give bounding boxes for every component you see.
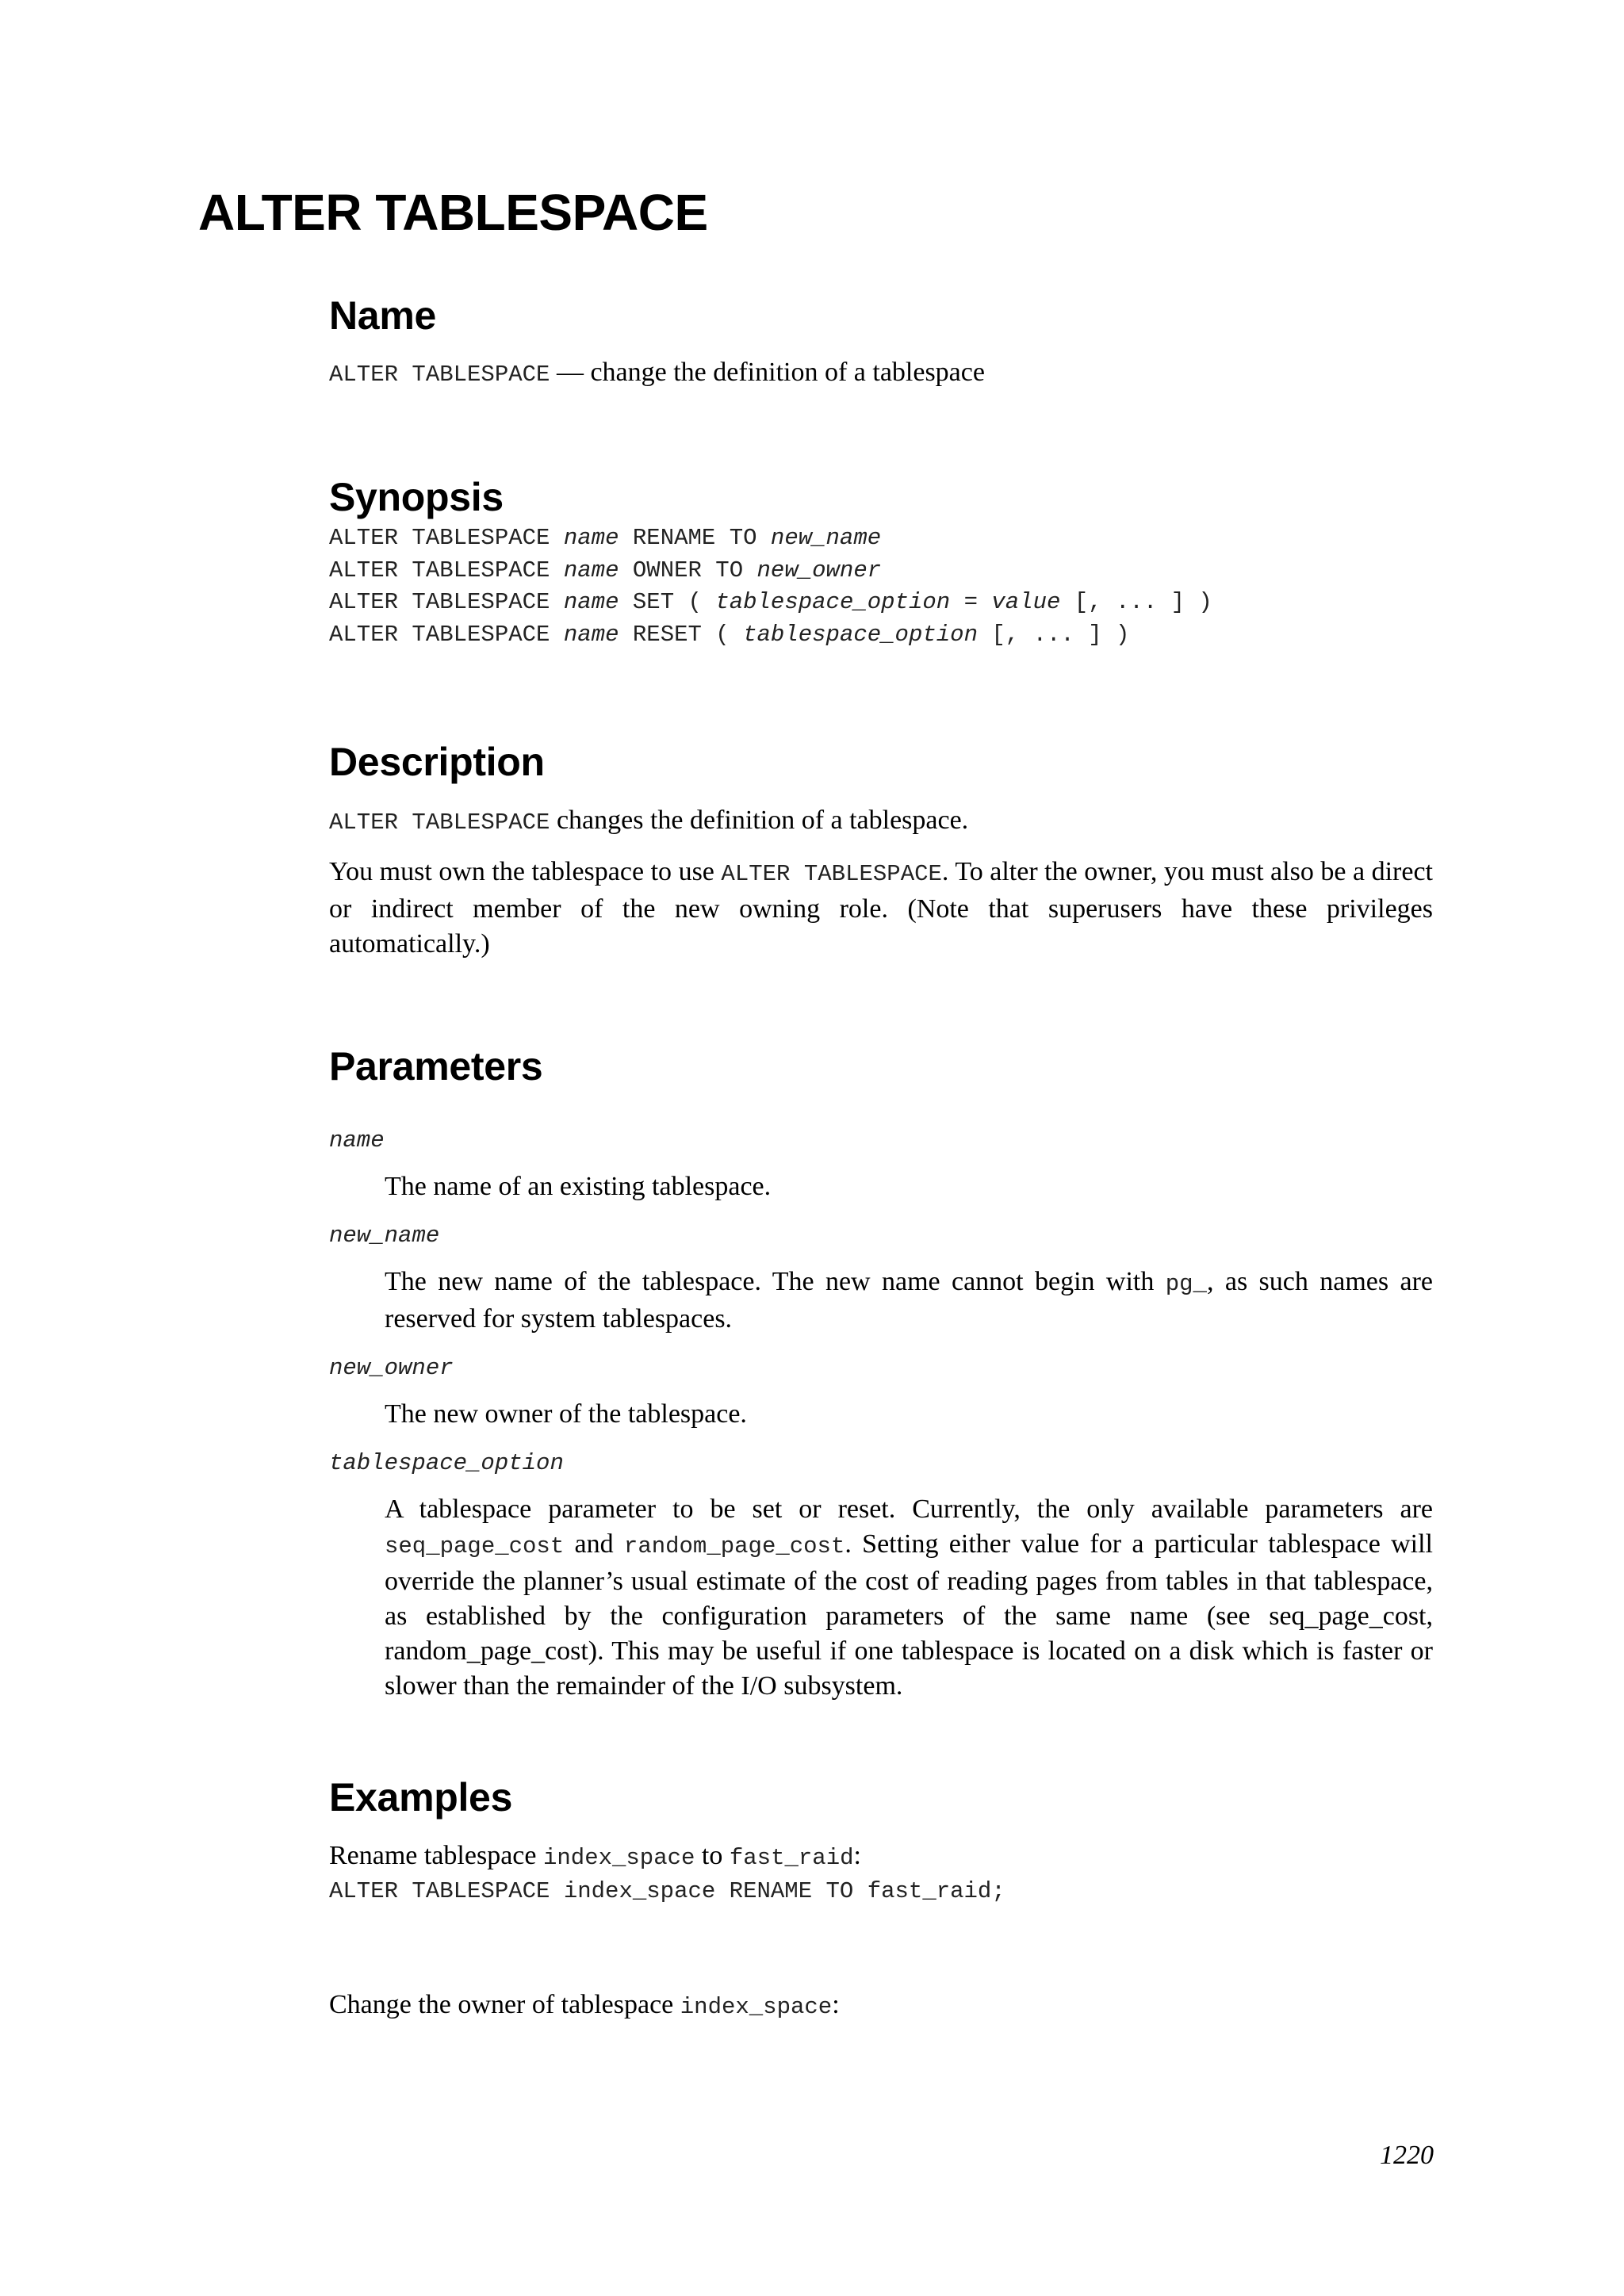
example-text: :: [853, 1841, 861, 1870]
parameter-description: [385, 1492, 1433, 1704]
synopsis-placeholder: name: [563, 557, 619, 584]
description-heading: Description: [329, 740, 545, 784]
synopsis-placeholder: tablespace_option: [743, 621, 978, 648]
example-text: :: [832, 1989, 840, 2019]
example-code: index_space: [680, 1993, 833, 2020]
description-code: ALTER TABLESPACE: [721, 861, 942, 887]
description-paragraph-2: [329, 855, 1433, 962]
parameter-code: pg_: [1165, 1271, 1207, 1297]
synopsis-keyword: ALTER TABLESPACE: [329, 557, 564, 584]
parameters-heading: Parameters: [329, 1044, 543, 1089]
synopsis-placeholder: name: [563, 589, 619, 615]
example-1-command: ALTER TABLESPACE index_space RENAME TO fast_raid;: [329, 1878, 1005, 1904]
synopsis-keyword: [, ... ] ): [977, 621, 1130, 648]
parameter-term: new_owner: [329, 1355, 454, 1381]
synopsis-keyword: OWNER TO: [619, 557, 757, 584]
description-paragraph-1: [329, 803, 1433, 840]
description-code: ALTER TABLESPACE: [329, 809, 550, 836]
synopsis-placeholder: new_owner: [756, 557, 882, 584]
parameter-text: and: [564, 1529, 624, 1559]
parameter-description: [385, 1265, 1433, 1337]
description-text: changes the definition of a tablespace.: [550, 806, 969, 835]
synopsis-placeholder: tablespace_option: [715, 589, 951, 615]
example-code: fast_raid: [729, 1845, 854, 1871]
synopsis-placeholder: value: [991, 589, 1061, 615]
description-text: You must own the tablespace to use: [329, 857, 722, 886]
parameter-term: new_name: [329, 1223, 440, 1249]
parameter-term: name: [329, 1127, 385, 1154]
parameter-text: The new name of the tablespace. The new name cannot begin with: [385, 1267, 1166, 1296]
synopsis-placeholder: name: [563, 621, 619, 648]
parameter-term: tablespace_option: [329, 1450, 564, 1476]
example-text: Rename tablespace: [329, 1841, 543, 1870]
synopsis-keyword: SET (: [619, 589, 716, 615]
parameter-text: The new owner of the tablespace.: [385, 1399, 747, 1429]
parameter-text: , as such names are reserved for system tablespaces.: [385, 1267, 1433, 1334]
page-number: 1220: [1380, 2141, 1434, 2170]
synopsis-keyword: =: [950, 589, 992, 615]
synopsis-placeholder: new_name: [770, 525, 882, 551]
synopsis-keyword: ALTER TABLESPACE: [329, 621, 564, 648]
parameter-code: seq_page_cost: [385, 1533, 565, 1559]
description-text: . To alter the owner, you must also be a direct or indirect member of the new owning role. (Note that superusers have these privileges automatically.): [329, 857, 1433, 959]
parameter-text: The name of an existing tablespace.: [385, 1172, 772, 1201]
synopsis-heading: Synopsis: [329, 475, 504, 519]
parameters-list: [329, 1123, 1433, 1704]
parameter-description: [385, 1169, 1433, 1204]
examples-heading: Examples: [329, 1775, 513, 1820]
example-1-text: [329, 1839, 1433, 1876]
synopsis-keyword: ALTER TABLESPACE: [329, 589, 564, 615]
example-2-text: [329, 1988, 1433, 2025]
synopsis-keyword: RESET (: [619, 621, 744, 648]
synopsis-keyword: ALTER TABLESPACE: [329, 525, 564, 551]
example-text: Change the owner of tablespace: [329, 1989, 680, 2019]
name-summary: [329, 355, 1433, 392]
synopsis-keyword: RENAME TO: [619, 525, 771, 551]
parameter-text: A tablespace parameter to be set or reset. Currently, the only available parameters are: [385, 1494, 1433, 1524]
parameter-text: . Setting either value for a particular tablespace will override the planner’s usual estimate of the cost of reading pages from tables in that tablespace, as established by the configuration parameters of the same name (see seq_page_cost, random_page_cost). This may be useful if one tablespace is located on a disk which is faster or slower than the remainder of the I/O subsystem.: [385, 1529, 1434, 1701]
name-dash-text: — change the definition of a tablespace: [550, 358, 985, 387]
synopsis-keyword: [, ... ] ): [1060, 589, 1212, 615]
page-title: ALTER TABLESPACE: [198, 184, 708, 241]
example-code: index_space: [542, 1845, 695, 1871]
parameter-code: random_page_cost: [623, 1533, 845, 1559]
synopsis-code-block: [329, 522, 1433, 651]
main-content: [329, 290, 1433, 2025]
parameter-description: [385, 1397, 1433, 1432]
example-text: to: [695, 1841, 730, 1870]
name-command: ALTER TABLESPACE: [329, 362, 550, 388]
synopsis-placeholder: name: [563, 525, 619, 551]
name-heading: Name: [329, 293, 436, 338]
